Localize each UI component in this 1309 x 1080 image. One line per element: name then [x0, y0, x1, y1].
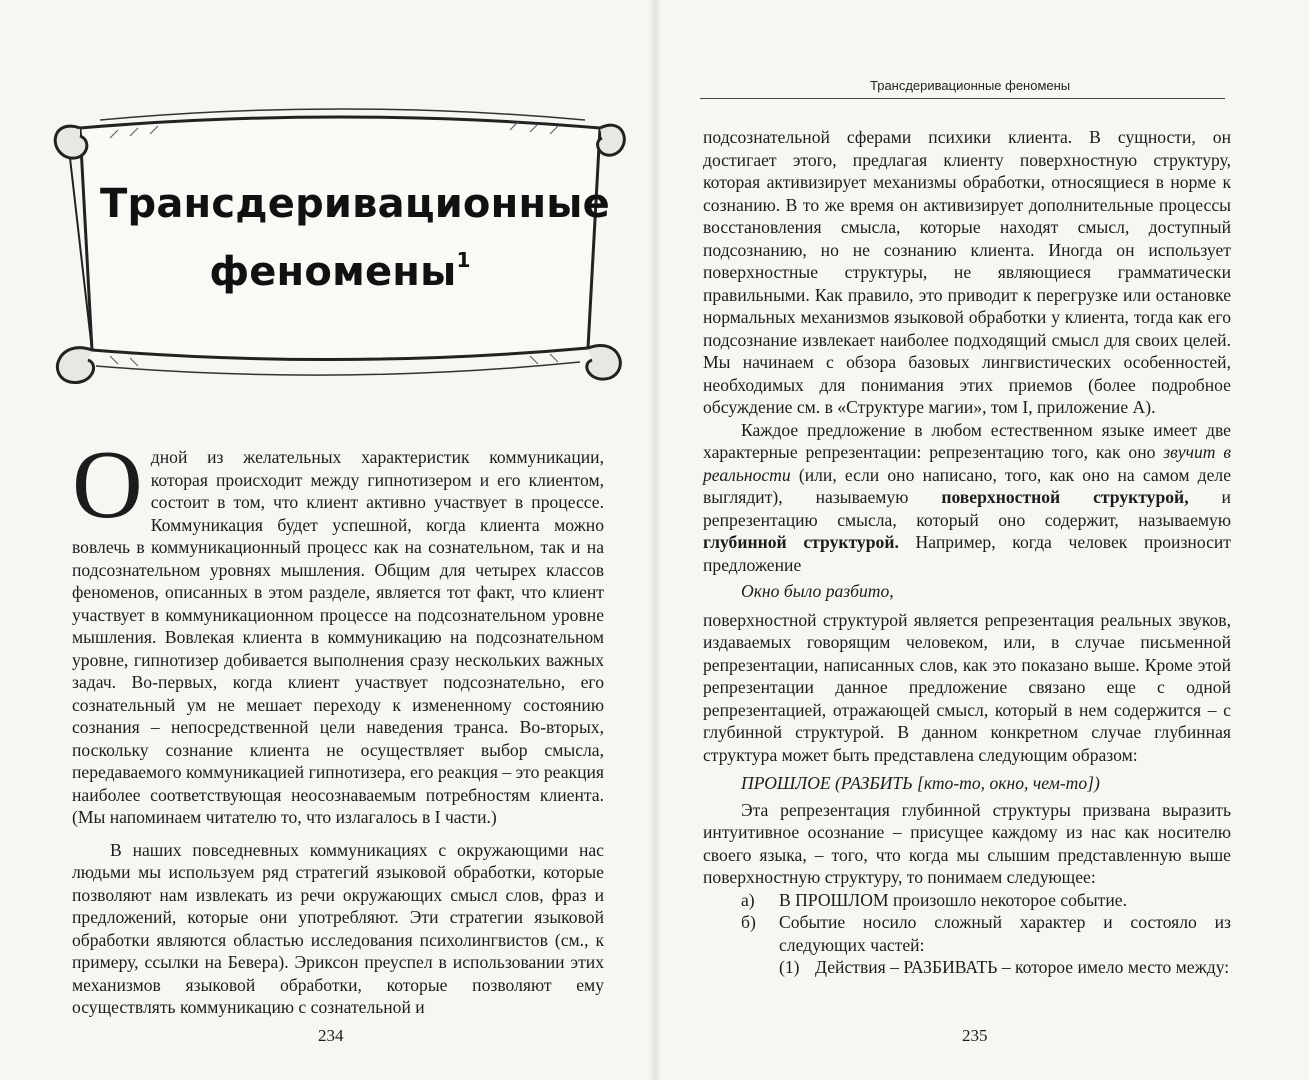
p2-part-c: и репрезентацию смысла, который оно содержит, называемую	[703, 487, 1231, 530]
list-marker-b: б)	[741, 912, 756, 932]
list-item-a	[703, 889, 1231, 912]
list-item-b	[703, 911, 1231, 956]
list-marker-1: (1)	[779, 957, 800, 977]
deep-structure-term: глубинной структурой.	[703, 532, 899, 552]
paragraph-r4: Эта репрезентация глубинной структуры призвана выразить интуитивное осознание – присущее каждому из нас как носителю своего языка, – того, что когда мы слышим представленную выше поверхностную структуру, то понимаем следующее:	[703, 799, 1231, 887]
p2-italic: звучит в реальности	[703, 442, 1231, 485]
surface-structure-term: поверхностной структурой,	[941, 487, 1189, 507]
book-gutter	[648, 0, 662, 1080]
list-marker-a: а)	[741, 889, 755, 910]
left-page	[0, 0, 654, 1080]
paragraph-r2	[703, 419, 1231, 577]
chapter-title-line1: Трансдеривационные	[100, 181, 610, 227]
chapter-title-line2	[100, 232, 580, 300]
paragraph-2: В наших повседневных коммуникациях с окружающими нас людьми мы используем ряд стратегий языковой обработки, которые позволяют нам извлекать из речи окружающих смысл слов, фраз и предложений, которые они употребляют. Эти стратегии языковой обработки являются областью исследования психолингвистов (см., к примеру, ссылки на Бевера). Эриксон преуспел в использовании этих механизмов языковой обработки, которые позволяют ему осуществлять коммуникацию с сознательной и	[72, 839, 604, 1017]
page-number-left: 234	[318, 1026, 344, 1045]
footnote-marker: 1	[456, 248, 471, 272]
list-text-b: Событие носило сложный характер и состояло из следующих частей:	[779, 912, 1231, 955]
paragraph-1-text: дной из желательных характеристик коммуникации, которая происходит между гипнотизером и его клиентом, состоит в том, что клиент активно участвует в процессе. Коммуникация будет успешной, когда клиента можно вовлечь в коммуникационный процесс как на сознательном, так и на подсознательном уровнях мышления. Общим для четырех классов феноменов, описанных в этом разделе, является тот факт, что клиент участвует в коммуникационном процессе на подсознательном уровне мышления. Вовлекая клиента в коммуникацию на подсознательном уровне, гипнотизер добивается выполнения сразу нескольких важных задач. Во-первых, когда клиент участвует подсознательно, его сознательный ум не мешает переходу к измененному состоянию сознания – непосредственной цели наведения транса. Во-вторых, поскольку сознание клиента не осуществляет выбор смысла, передаваемого коммуникацией гипнотизера, его реакция – это реакция наиболее соответствующая неосознаваемым потребностям клиента. (Мы напоминаем читателю то, что излагалось в I части.)	[72, 447, 604, 827]
deep-structure-formula: ПРОШЛОЕ (РАЗБИТЬ [кто-то, окно, чем-то])	[741, 773, 1100, 793]
right-page-body	[703, 126, 1231, 979]
running-head-rule	[700, 98, 1225, 99]
drop-cap: О	[72, 431, 143, 539]
p2-part-b: (или, если оно написано, того, как оно на самом деле выглядит), называемую	[703, 464, 1231, 507]
list-item-1	[703, 956, 1231, 979]
list-text-1: Действия – РАЗБИВАТЬ – которое имело место между:	[815, 957, 1230, 977]
p2-part-d: Например, когда человек произносит предложение	[703, 532, 1231, 575]
example-sentence: Окно было разбито,	[741, 581, 894, 601]
page-number-right: 235	[962, 1026, 988, 1045]
paragraph-1	[72, 431, 604, 829]
chapter-title	[100, 176, 610, 300]
chapter-title-word: феномены	[209, 249, 457, 295]
list-text-a: В ПРОШЛОМ произошло некоторое событие.	[779, 889, 1127, 910]
chapter-title-scroll	[40, 98, 632, 388]
running-head: Трансдеривационные феномены	[870, 78, 1071, 93]
paragraph-r1: подсознательной сферами психики клиента. В сущности, он достигает этого, предлагая клиенту поверхностную структуру, которая активизирует механизмы обработки, относящиеся в норме к сознанию. В то же время он активизирует дополнительные процессы восстановления смысла, которые находят смысл, доступный подсознанию, но не сознанию клиента. Иногда он использует поверхностные структуры, не являющиеся грамматически правильными. Как правило, это приводит к перегрузке или остановке нормальных механизмов языковой обработки у клиента, тогда как его подсознание извлекает наиболее подходящий смысл для своих целей. Мы начинаем с обзора базовых лингвистических особенностей, необходимых для понимания этих приемов (более подробное обсуждение см. в «Структуре магии», том I, приложение А).	[703, 127, 1231, 417]
p2-part-a: Каждое предложение в любом естественном языке имеет две характерные репрезентации: репрезентацию того, как оно	[703, 419, 1231, 462]
paragraph-r3: поверхностной структурой является репрезентация реальных звуков, издаваемых говорящим человеком, или, в случае письменной репрезентации, написанных слов, как это показано выше. Кроме этой репрезентации данное предложение связано еще с одной репрезентацией, отражающей смысл, который в нем содержится – с глубинной структурой. В данном конкретном случае глубинная структура может быть представлена следующим образом:	[703, 609, 1231, 765]
left-page-body	[72, 431, 604, 1019]
